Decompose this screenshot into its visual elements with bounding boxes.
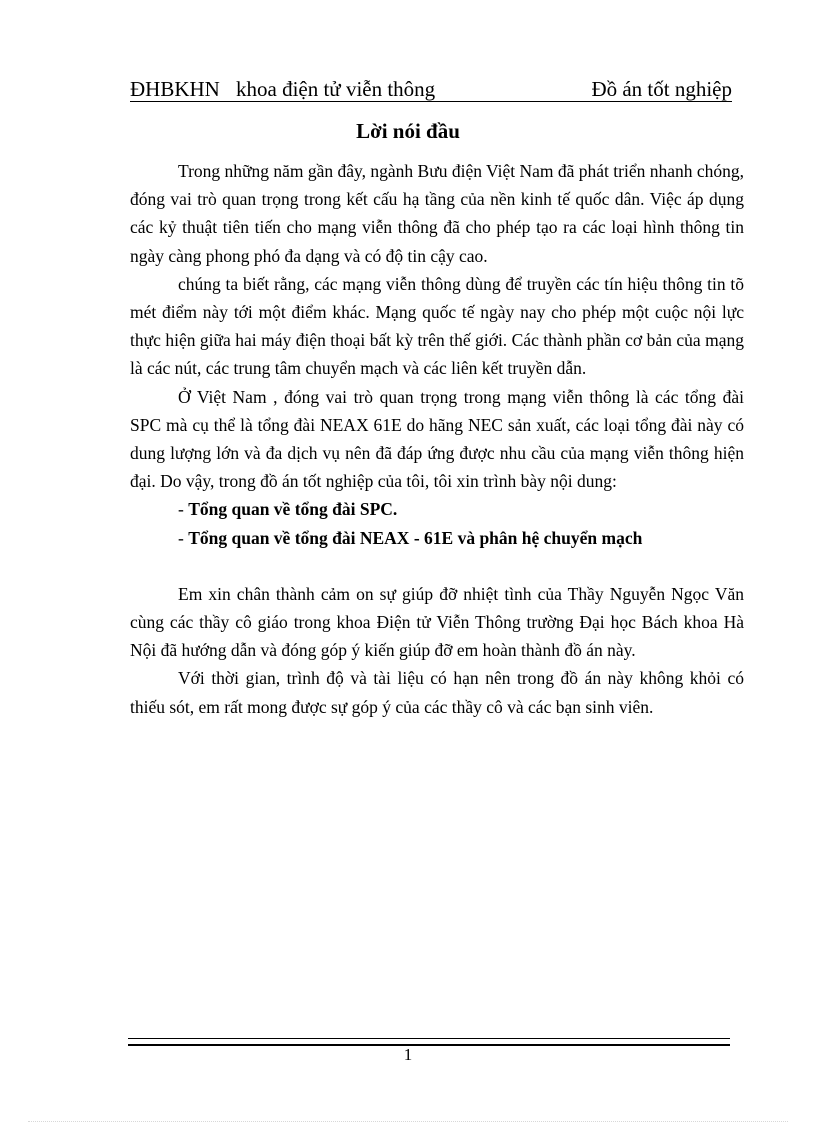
page-header [130,76,732,102]
paragraph: Em xin chân thành cảm on sự giúp đỡ nhiệt tình của Thầy Nguyễn Ngọc Văn cùng các thầy cô giáo trong khoa Điện tử Viễn Thông trường Đại học Bách khoa Hà Nội đã hướng dẫn và đóng góp ý kiến giúp đỡ em hoàn thành đồ án này. [130,583,744,661]
bullet-item [130,524,744,552]
blank-line [130,552,744,580]
bullet-text: Tổng quan về tổng đài SPC. [188,499,398,520]
page-number: 1 [403,1045,413,1064]
header-document-type: Đồ án tốt nghiệp [591,77,732,101]
paragraph: Ở Việt Nam , đóng vai trò quan trọng trong mạng viễn thông là các tổng đài SPC mà cụ thể là tổng đài NEAX 61E do hãng NEC sản xuất, các loại tổng đài này có dung lượng lớn và đa dịch vụ nên đã đáp ứng được nhu cầu của mạng viễn thông hiện đại. Do vậy, trong đồ án tốt nghiệp của tôi, tôi xin trình bày nội dung: [130,386,744,492]
paragraph: Với thời gian, trình độ và tài liệu có hạn nên trong đồ án này không khỏi có thiếu sót, em rất mong được sự góp ý của các thầy cô và các bạn sinh viên. [130,668,744,717]
header-faculty: khoa điện tử viễn thông [236,77,436,101]
page-bottom-border [28,1121,788,1122]
header-university: ĐHBKHN [130,77,220,101]
bullet-text: Tổng quan về tổng đài NEAX - 61E và phân hệ chuyển mạch [188,527,643,548]
bullet-dash: - [178,527,189,548]
paragraph: Trong những năm gần đây, ngành Bưu điện Việt Nam đã phát triển nhanh chóng, đóng vai trò quan trọng trong kết cấu hạ tầng của nền kinh tế quốc dân. Việc áp dụng các kỷ thuật tiên tiến cho mạng viễn thông đã cho phép tạo ra các loại hình thông tin ngày càng phong phó đa dạng và có độ tin cậy cao. [130,161,744,266]
page-title: Lời nói đầu [356,119,460,143]
document-body [130,157,744,721]
header-underline [130,101,732,102]
bullet-dash: - [178,499,189,520]
bullet-item [130,495,744,523]
paragraph: chúng ta biết rằng, các mạng viễn thông dùng để truyền các tín hiệu thông tin tõ mét điểm này tới một điểm khác. Mạng quốc tế ngày nay cho phép một cuộc nội lực thực hiện giữa hai máy điện thoại bất kỳ trên thế giới. Các thành phần cơ bản của mạng là các nút, các trung tâm chuyển mạch và các liên kết truyền dẫn. [130,273,744,379]
